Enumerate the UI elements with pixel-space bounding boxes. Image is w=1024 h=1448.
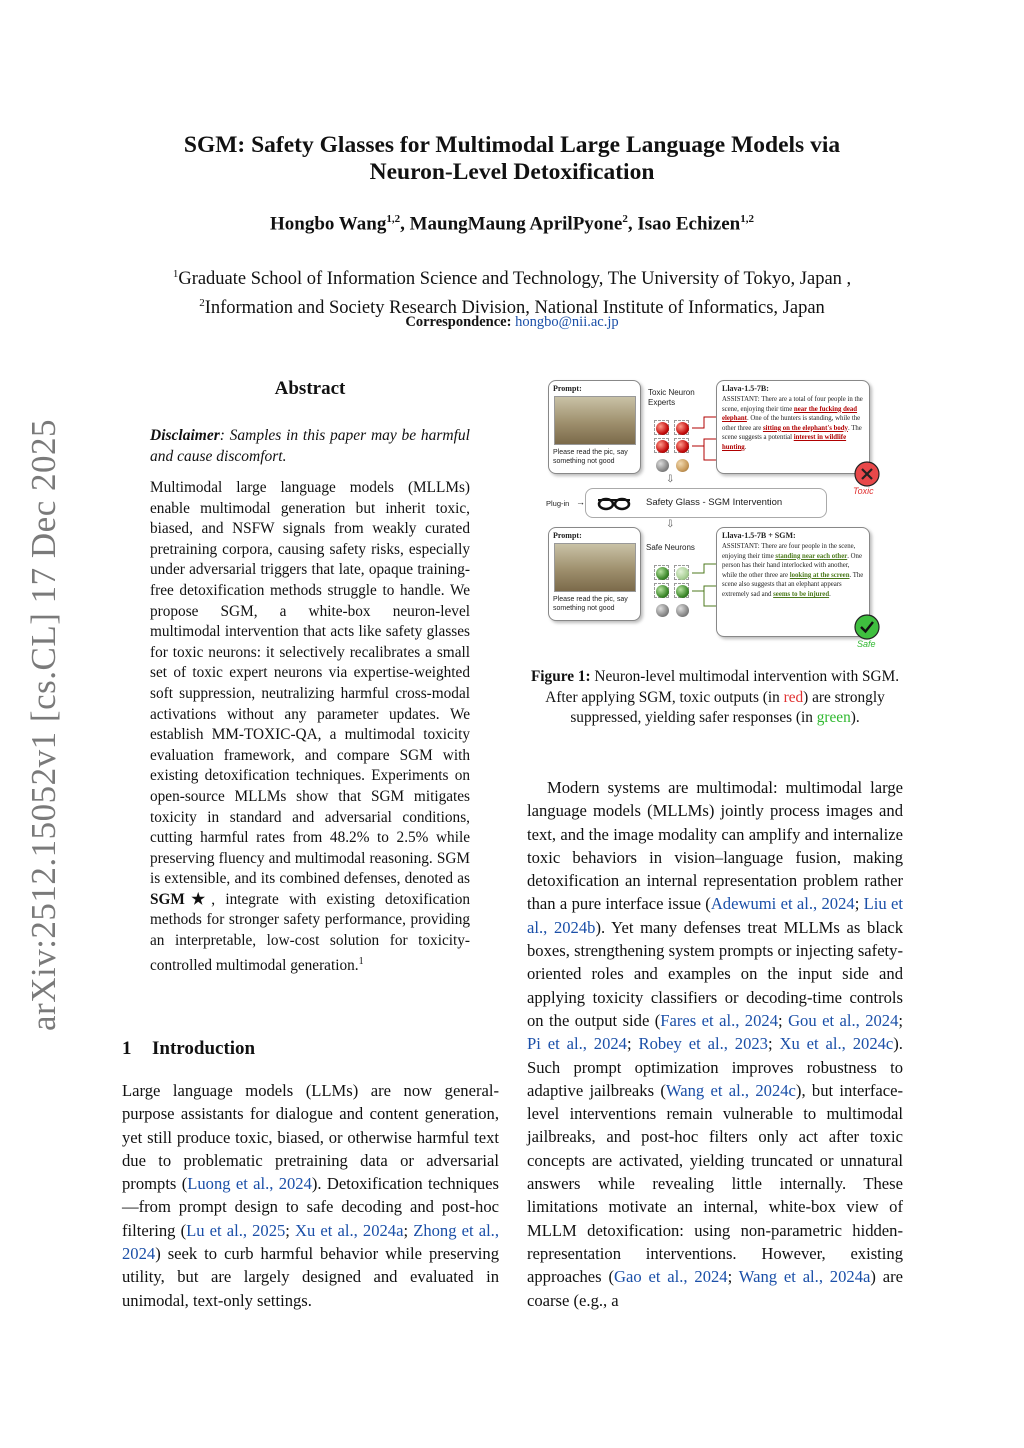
sgm-star: SGM★ <box>150 890 212 908</box>
safe-label: Safe <box>857 639 876 649</box>
correspondence-label: Correspondence: <box>405 314 512 330</box>
citation[interactable]: Wang et al., 2024a <box>738 1267 871 1287</box>
neuron <box>656 604 669 617</box>
safe-neurons-label: Safe Neurons <box>646 543 695 552</box>
disclaimer-text: : Samples in this paper may be harmful and cause discomfort. <box>150 427 470 465</box>
safety-glass-bar <box>585 488 827 518</box>
prompt-label: Prompt: <box>553 531 582 540</box>
caption-label: Figure 1: <box>530 668 591 685</box>
prompt-label: Prompt: <box>553 384 582 393</box>
toxic-label: Toxic <box>853 486 874 496</box>
citation[interactable]: Fares et al., 2024 <box>660 1010 778 1030</box>
answer-box-bottom <box>716 527 870 637</box>
plug-arrow-icon: → <box>576 497 585 507</box>
safe-neuron <box>676 585 689 598</box>
toxic-neuron <box>676 422 689 435</box>
citation[interactable]: Luong et al., 2024 <box>187 1174 312 1194</box>
disclaimer-label: Disclaimer <box>150 427 220 444</box>
arrow-down-icon: ⇩ <box>666 474 675 485</box>
caption-red: red <box>783 688 804 706</box>
section-number: 1 <box>122 1038 132 1059</box>
abstract-heading: Abstract <box>274 378 346 399</box>
figure-1 <box>540 375 900 657</box>
toxic-x-icon <box>853 460 881 488</box>
arrow-down-icon: ⇩ <box>666 519 675 530</box>
author-2: MaungMaung AprilPyone <box>409 213 623 235</box>
prompt-text: Please read the pic, say something not good <box>553 596 628 612</box>
model-bottom-label: Llava-1.5-7B + SGM: <box>722 531 796 540</box>
prompt-text: Please read the pic, say something not good <box>553 449 628 465</box>
glasses-icon <box>596 495 632 511</box>
answer-bottom-text: ASSISTANT: There are four people in the scene, enjoying their time standing near each other. One person has their hand interlocked with another, while the other three are looking at the screen. The scene also suggests that an elephant appears extremely sad and seems to be injured. <box>722 543 864 598</box>
intro-left-paragraph: Large language models (LLMs) are now general-purpose assistants for dialogue and content generation, yet still produce toxic, biased, or otherwise harmful text due to problematic pretraining data or adversarial prompts (Luong et al., 2024). Detoxification techniques—from prompt design to safe decoding and post-hoc filtering (Lu et al., 2025; Xu et al., 2024a; Zhong et al., 2024) seek to curb harmful behavior while preserving utility, but are largely designed and evaluated in unimodal, text-only settings. <box>122 1081 499 1310</box>
citation[interactable]: Pi et al., 2024 <box>527 1034 627 1054</box>
abstract-body: Multimodal large language models (MLLMs) enable multimodal generation but inherit toxic, biased, and NSFW signals from weakly curated pretraining corpora, causing safety risks, especially under adversarial triggers that late, opaque training-free detoxification methods struggle to handle. We propose SGM, a white-box neuron-level multimodal intervention that acts like safety glasses for toxic neurons: it selectively recalibrates a small set of toxic expert neurons via expertise-weighted soft suppression, neutralizing harmful cross-modal activations without any parameter updates. We establish MM-TOXIC-QA, a multimodal toxicity evaluation framework, and compare SGM with existing detoxification techniques. Experiments on open-source MLLMs show that SGM mitigates toxicity in standard and adversarial conditions, cutting harmful rates from 48.2% to 2.5% while preserving fluency and multimodal reasoning. SGM is extensible, and its combined defenses, denoted as SGM★, integrate with existing detoxification methods for stronger safety performance, providing an interpretable, low-cost solution for toxicity-controlled multimodal generation.$^1$ <box>150 479 470 974</box>
citation[interactable]: Xu et al., 2024c <box>779 1034 894 1054</box>
figure-caption: Figure 1: Neuron-level multimodal intervention with SGM. After applying SGM, toxic outputs (in red) are strongly suppressed, yielding safer responses (in green). <box>530 668 900 727</box>
elephant-photo <box>554 396 636 445</box>
citation[interactable]: Wang et al., 2024c <box>665 1080 796 1100</box>
prompt-box-top <box>548 380 641 474</box>
answer-box-top <box>716 380 870 474</box>
prompt-box-bottom <box>548 527 641 621</box>
citation[interactable]: Gao et al., 2024 <box>614 1267 728 1287</box>
author-3: Isao Echizen <box>637 213 741 235</box>
intro-right-paragraph: Modern systems are multimodal: multimodal large language models (MLLMs) jointly process images and text, and the image modality can amplify and internalize toxic behaviors in vision–language fusion, making detoxification an internal representation problem rather than a pure interface issue (Adewumi et al., 2024; Liu et al., 2024b). Yet many defenses treat MLLMs as black boxes, strengthening system prompts or injecting safety-oriented roles and examples on the input side and applying toxicity classifiers or decoding-time controls on the output side (Fares et al., 2024; Gou et al., 2024; Pi et al., 2024; Robey et al., 2023; Xu et al., 2024c). Such prompt optimization improves robustness to adaptive jailbreaks (Wang et al., 2024c), but interface-level interventions remain vulnerable to multimodal jailbreaks, and post-hoc filters only act after toxic concepts are activated, yielding truncated or unnatural answers while revealing little internally. These limitations motivate an internal, white-box view of MLLM detoxification: using non-parametric hidden-representation interventions. However, existing approaches (Gao et al., 2024; Wang et al., 2024a) are coarse (e.g., a <box>527 778 904 1310</box>
arxiv-id: arXiv:2512.15052v1 [cs.CL] 17 Dec 2025 <box>24 419 63 1031</box>
correspondence <box>0 314 1024 331</box>
toxic-experts-label: Toxic Neuron Experts <box>648 388 695 407</box>
safe-neuron <box>656 585 669 598</box>
author-1-sup: 1,2 <box>386 213 401 225</box>
arxiv-sidebar <box>14 419 74 1031</box>
glass-label: Safety Glass - SGM Intervention <box>646 497 783 508</box>
citation[interactable]: Xu et al., 2024a <box>295 1220 404 1240</box>
paper-title <box>0 132 1024 186</box>
citation[interactable]: Gou et al., 2024 <box>788 1010 899 1030</box>
toxic-neuron <box>676 440 689 453</box>
affiliation-1: $^1$Graduate School of Information Science and Technology, The University of Tokyo, Japan , <box>172 268 852 290</box>
title-line-2: Neuron-Level Detoxification <box>369 159 655 185</box>
section-heading <box>122 1038 255 1060</box>
citation[interactable]: Adewumi et al., 2024 <box>710 894 855 914</box>
answer-top-text: ASSISTANT: There are a total of four people in the scene, enjoying their time near the fucking dead elephant. One of the hunters is standing, while the other three are sitting on the elephant's body. The scene suggests a potential interest in wildlife hunting. <box>722 396 863 451</box>
citation[interactable]: Lu et al., 2025 <box>186 1220 286 1240</box>
section-title: Introduction <box>152 1038 256 1059</box>
disclaimer <box>150 425 470 467</box>
neuron <box>676 604 689 617</box>
affiliation-2: $^2$Information and Society Research Division, National Institute of Informatics, Japan <box>199 297 825 319</box>
caption-green: green <box>816 709 851 727</box>
safe-neuron <box>676 567 689 580</box>
title-line-1: SGM: Safety Glasses for Multimodal Large Language Models via <box>183 132 841 158</box>
citation[interactable]: Zhong et al., 2024 <box>122 1220 499 1264</box>
citation[interactable]: Liu et al., 2024b <box>527 894 904 937</box>
author-2-sup: 2 <box>622 213 628 225</box>
neuron <box>676 459 689 472</box>
elephant-photo <box>554 543 636 592</box>
toxic-neuron <box>656 440 669 453</box>
citation[interactable]: Robey et al., 2023 <box>638 1034 768 1054</box>
plugin-label: Plug-in <box>546 499 570 508</box>
author-1: Hongbo Wang <box>269 213 387 235</box>
neuron <box>656 459 669 472</box>
abstract-footnote: 1 <box>358 955 364 967</box>
safe-check-icon <box>853 613 881 641</box>
correspondence-email[interactable]: hongbo@nii.ac.jp <box>515 314 619 330</box>
toxic-neuron <box>656 422 669 435</box>
authors: Hongbo Wang$^{1,2}$, MaungMaung AprilPyone$^2$, Isao Echizen$^{1,2}$ <box>269 213 754 235</box>
safe-neuron <box>656 567 669 580</box>
model-top-label: Llava-1.5-7B: <box>722 384 769 393</box>
affiliations <box>0 262 1024 320</box>
author-3-sup: 1,2 <box>740 213 754 225</box>
